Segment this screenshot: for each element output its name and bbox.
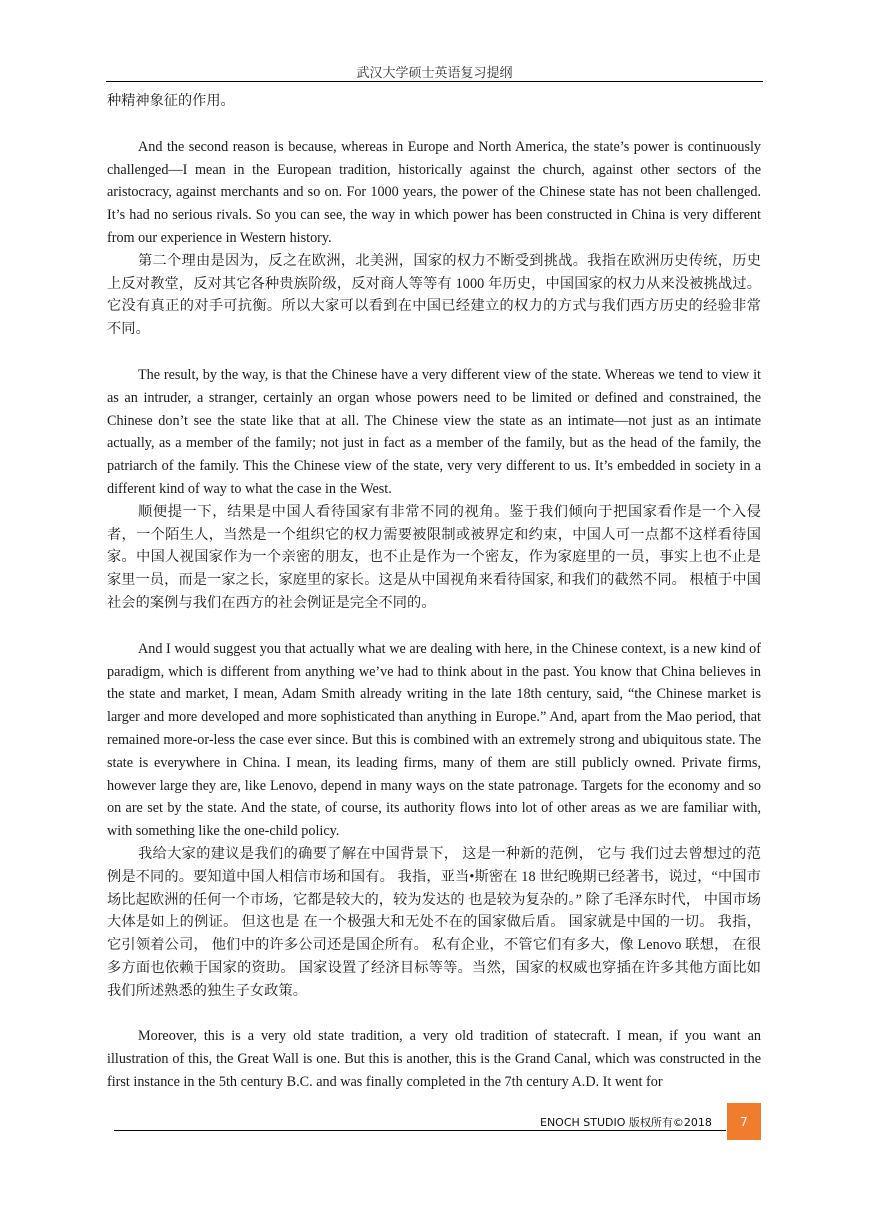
paragraph-en-4: Moreover, this is a very old state tradition, a very old tradition of statecraft. I mean, if you want an illustration of this, the Great Wall is one. But this is another, this is the Grand Canal, which was constructed in the first instance in the 5th century B.C. and was finally completed in the 7th century A.D. It went for [107,1028,761,1091]
paragraph-zh-continuation: 种精神象征的作用。 [107,93,235,109]
footer-rule [114,1130,726,1131]
footer-copyright: ENOCH STUDIO 版权所有©2018 [540,1116,712,1129]
paragraph-zh-2: 顺便提一下，结果是中国人看待国家有非常不同的视角。鉴于我们倾向于把国家看作是一个入侵者，一个陌生人，当然是一个组织它的权力需要被限制或被界定和约束，中国人可一点都不这样看待国家。中国人视国家作为一个亲密的朋友，也不止是作为一个密友，作为家庭里的一员，事实上也不止是家里一员，而是一家之长，家庭里的家长。这是从中国视角来看待国家, 和我们的截然不同。 根植于中国社会的案例与我们在西方的社会例证是完全不同的。 [107,503,761,611]
paragraph-gap [107,341,761,364]
page-number: 7 [740,1114,748,1129]
paragraph-en-1: And the second reason is because, whereas in Europe and North America, the state’s power is continuously challenged—I mean in the European tradition, historically against the church, against other sectors of the aristocracy, against merchants and so on. For 1000 years, the power of the Chinese state has not been challenged. It’s had no serious rivals. So you can see, the way in which power has been constructed in China is very different from our experience in Western history. [107,138,761,246]
paragraph-en-2: The result, by the way, is that the Chinese have a very different view of the state. Whereas we tend to view it as an intruder, a stranger, certainly an organ whose powers need to be limited or defined and constrained, the Chinese don’t see the state like that at all. The Chinese view the state as an intimate—not just as an intimate actually, as a member of the family; not just in fact as a member of the family, but as the head of the family, the patriarch of the family. This the Chinese view of the state, very very different to us. It’s embedded in society in a different kind of way to what the case in the West. [107,366,761,497]
running-header: 武汉大学硕士英语复习提纲 [356,65,513,80]
document-body [107,90,761,1094]
page-number-badge [727,1103,761,1140]
paragraph-gap [107,1002,761,1025]
paragraph-zh-1: 第二个理由是因为，反之在欧洲，北美洲，国家的权力不断受到挑战。我指在欧洲历史传统，历史上反对教堂，反对其它各种贵族阶级，反对商人等等有 1000 年历史，中国国家的权力从来没被挑战过。它没有真正的对手可抗衡。所以大家可以看到在中国已经建立的权力的方式与我们西方历史的经验非常不同。 [107,252,761,338]
paragraph-zh-3: 我给大家的建议是我们的确要了解在中国背景下， 这是一种新的范例， 它与 我们过去曾想过的范例是不同的。要知道中国人相信市场和国有。 我指，亚当•斯密在 18 世纪晚期已经著书，说过，“中国市场比起欧洲的任何一个市场，它都是较大的，较为发达的 也是较为复杂的。” 除了毛泽东时代， 中国市场大体是如上的例证。 但这也是 在一个极强大和无处不在的国家做后盾。 国家就是中国的一切。 我指，它引领着公司， 他们中的许多公司还是国企所有。 私有企业，不管它们有多大，像 Lenovo 联想， 在很多方面也依赖于国家的资助。 国家设置了经济目标等等。当然，国家的权威也穿插在许多其他方面比如我们所述熟悉的独生子女政策。 [107,845,761,999]
header-rule [106,81,763,82]
paragraph-gap [107,615,761,638]
paragraph-en-3: And I would suggest you that actually what we are dealing with here, in the Chinese context, is a new kind of paradigm, which is different from anything we’ve had to think about in the past. You know that China believes in the state and market, I mean, Adam Smith already writing in the late 18th century, said, “the Chinese market is larger and more developed and more sophisticated than anything in Europe.” And, apart from the Mao period, that remained more-or-less the case ever since. But this is combined with an extremely strong and ubiquitous state. The state is everywhere in China. I mean, its leading firms, many of them are still publicly owned. Private firms, however large they are, like Lenovo, depend in many ways on the state patronage. Targets for the economy and so on are set by the state. And the state, of course, its authority flows into lot of other areas as we are familiar with, with something like the one-child policy. [107,640,761,840]
paragraph-gap [107,113,761,136]
